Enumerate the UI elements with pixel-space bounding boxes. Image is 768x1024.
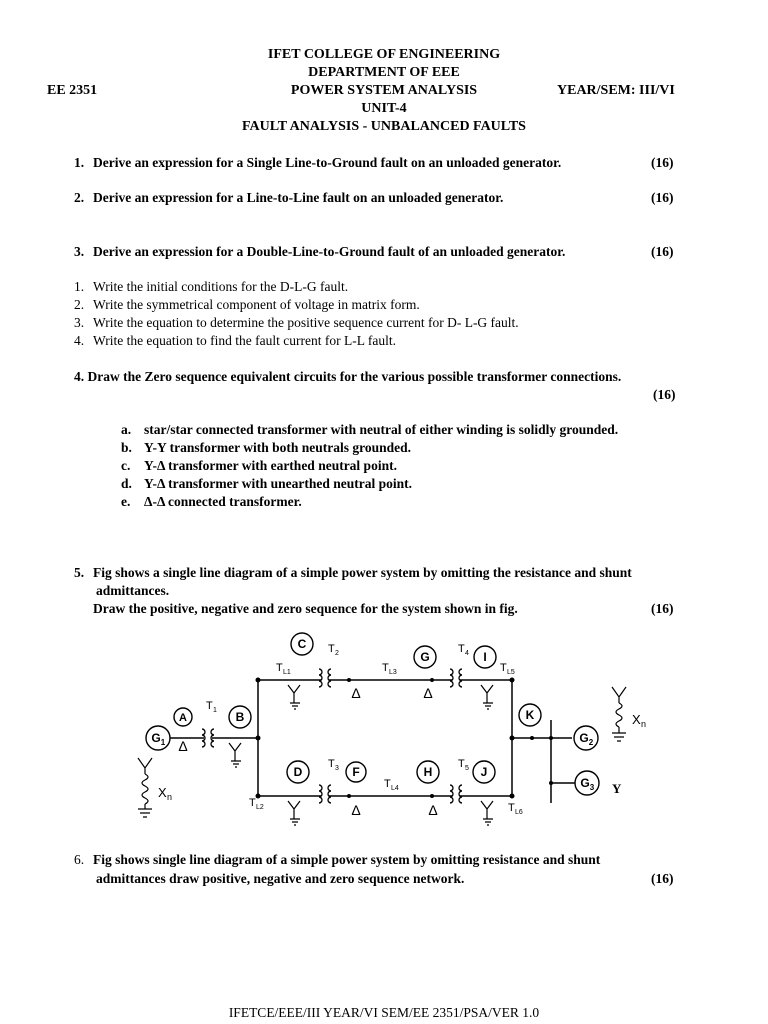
question-6-number: 6.	[74, 852, 85, 867]
short-item-1-text: Write the initial conditions for the D-L-G fault.	[93, 279, 349, 294]
question-1-number: 1.	[74, 155, 85, 170]
g2-letter: G	[579, 731, 589, 745]
department-name: DEPARTMENT OF EEE	[308, 65, 460, 80]
question-6-marks: (16)	[651, 871, 674, 886]
question-5-line-3: Draw the positive, negative and zero sequence for the system shown in fig.	[93, 601, 518, 616]
tl5-letter: T	[500, 662, 507, 674]
q4-item-c-label: c.	[121, 458, 131, 473]
t3-letter: T	[328, 758, 335, 770]
tl3-subscript: L3	[389, 669, 397, 676]
short-item-2-number: 2.	[74, 297, 85, 312]
tl5-subscript: L5	[507, 669, 515, 676]
t4-letter: T	[458, 643, 465, 655]
q4-item-e-text: Δ-Δ connected transformer.	[144, 494, 302, 509]
g3-letter: G	[580, 776, 590, 790]
question-3-marks: (16)	[651, 244, 674, 259]
q4-item-a-text: star/star connected transformer with neutral of either winding is solidly grounded.	[144, 422, 619, 437]
g1-neutral-reactance	[138, 758, 152, 817]
xn-g2-letter: X	[632, 712, 641, 727]
question-2-marks: (16)	[651, 190, 674, 205]
question-2-number: 2.	[74, 190, 85, 205]
question-6-line-1: Fig shows single line diagram of a simple power system by omitting resistance and shunt	[93, 852, 601, 867]
bus-f-label: F	[352, 765, 360, 779]
delta-t5: Δ	[428, 802, 438, 818]
short-item-3-text: Write the equation to determine the positive sequence current for D- L-G fault.	[93, 315, 519, 330]
question-4-text: 4. Draw the Zero sequence equivalent circuits for the various possible transformer connections.	[74, 369, 622, 384]
bus-c-label: C	[297, 637, 307, 651]
tl1-subscript: L1	[283, 669, 291, 676]
t3-subscript: 3	[335, 765, 339, 772]
question-5-marks: (16)	[651, 601, 674, 616]
t1-letter: T	[206, 700, 213, 712]
subject-name: POWER SYSTEM ANALYSIS	[290, 83, 478, 98]
tl6-letter: T	[508, 802, 515, 814]
bus-i-label: I	[483, 650, 487, 664]
q4-item-d-label: d.	[121, 476, 132, 491]
college-name: IFET COLLEGE OF ENGINEERING	[267, 47, 501, 62]
xn-g1-subscript: n	[167, 792, 173, 802]
tl4-subscript: L4	[391, 785, 399, 792]
single-line-diagram	[0, 625, 768, 835]
t2-subscript: 2	[335, 650, 339, 657]
bus-k-label: K	[525, 708, 535, 722]
delta-t2: Δ	[351, 685, 361, 701]
bus-a-label: A	[179, 712, 187, 724]
q4-item-b-label: b.	[121, 440, 132, 455]
course-code: EE 2351	[47, 83, 98, 98]
tl1-letter: T	[276, 662, 283, 674]
question-2-text: Derive an expression for a Line-to-Line fault on an unloaded generator.	[93, 190, 504, 205]
g3-subscript: 3	[589, 783, 595, 792]
question-5-line-1: Fig shows a single line diagram of a simple power system by omitting the resistance and shunt	[93, 565, 632, 580]
year-sem: YEAR/SEM: III/VI	[557, 83, 675, 98]
unit-title: UNIT-4	[361, 101, 407, 116]
g1-letter: G	[151, 731, 161, 745]
tl4-letter: T	[384, 778, 391, 790]
delta-t4: Δ	[423, 685, 433, 701]
page-footer: IFETCE/EEE/III YEAR/VI SEM/EE 2351/PSA/VER 1.0	[228, 1005, 540, 1020]
q4-item-d-text: Y-Δ transformer with unearthed neutral point.	[144, 476, 412, 491]
t4-subscript: 4	[465, 650, 469, 657]
g3-wye-label: Y	[612, 781, 622, 796]
q4-item-c-text: Y-Δ transformer with earthed neutral point.	[144, 458, 397, 473]
t5-subscript: 5	[465, 765, 469, 772]
xn-g2-subscript: n	[641, 719, 647, 729]
short-item-1-number: 1.	[74, 279, 85, 294]
delta-t3: Δ	[351, 802, 361, 818]
q4-item-e-label: e.	[121, 494, 131, 509]
tl6-subscript: L6	[515, 809, 523, 816]
topic-title: FAULT ANALYSIS - UNBALANCED FAULTS	[242, 119, 526, 134]
question-4-marks: (16)	[653, 387, 676, 402]
delta-t1: Δ	[178, 738, 188, 754]
g2-neutral-reactance	[612, 687, 626, 741]
tl2-letter: T	[249, 797, 256, 809]
g2-subscript: 2	[588, 738, 594, 747]
question-1-text: Derive an expression for a Single Line-to-Ground fault on an unloaded generator.	[93, 155, 562, 170]
question-6-line-2: admittances draw positive, negative and zero sequence network.	[96, 871, 465, 886]
bus-j-label: J	[480, 765, 488, 779]
xn-g1-letter: X	[158, 785, 167, 800]
short-item-2-text: Write the symmetrical component of voltage in matrix form.	[93, 297, 420, 312]
t2-letter: T	[328, 643, 335, 655]
t5-letter: T	[458, 758, 465, 770]
question-5-line-2: admittances.	[96, 583, 170, 598]
tl2-subscript: L2	[256, 804, 264, 811]
question-3-text: Derive an expression for a Double-Line-to-Ground fault of an unloaded generator.	[93, 244, 566, 259]
bus-b-label: B	[235, 710, 245, 724]
short-item-3-number: 3.	[74, 315, 85, 330]
bus-g-label: G	[420, 650, 430, 664]
question-3-number: 3.	[74, 244, 85, 259]
q4-item-a-label: a.	[121, 422, 132, 437]
short-item-4-number: 4.	[74, 333, 85, 348]
bus-h-label: H	[423, 765, 433, 779]
t1-subscript: 1	[213, 707, 217, 714]
question-1-marks: (16)	[651, 155, 674, 170]
q4-item-b-text: Y-Y transformer with both neutrals grounded.	[144, 440, 412, 455]
tl3-letter: T	[382, 662, 389, 674]
bus-d-label: D	[293, 765, 303, 779]
short-item-4-text: Write the equation to find the fault current for L-L fault.	[93, 333, 396, 348]
question-5-number: 5.	[74, 565, 85, 580]
g1-subscript: 1	[160, 738, 166, 747]
